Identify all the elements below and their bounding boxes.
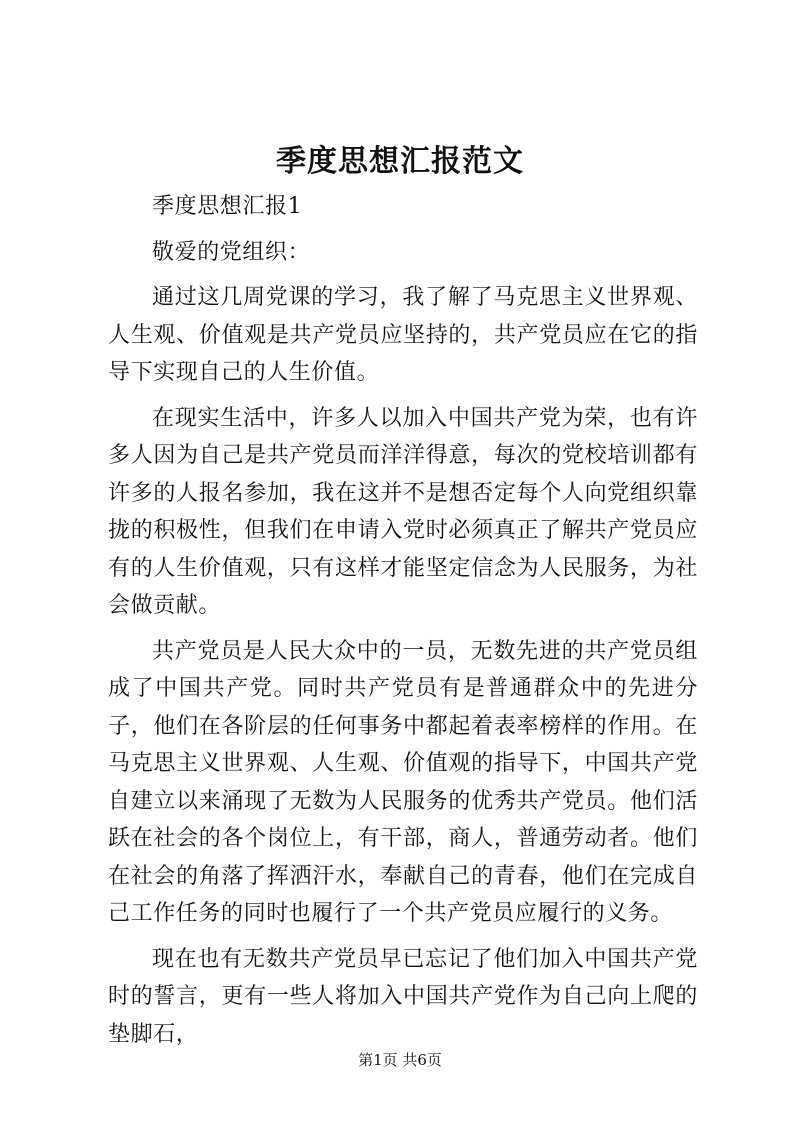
body-paragraph: 在现实生活中，许多人以加入中国共产党为荣，也有许多人因为自己是共产党员而洋洋得意，每次的党校培训都有许多的人报名参加，我在这并不是想否定每个人向党组织靠拢的积极性，但我们在申请入党时必须真正了解共产党员应有的人生价值观，只有这样才能坚定信念为人民服务，为社会做贡献。 [108, 405, 698, 618]
body-paragraph: 通过这几周党课的学习，我了解了马克思主义世界观、人生观、价值观是共产党员应坚持的，共产党员应在它的指导下实现自己的人生价值。 [108, 285, 698, 385]
document-body [108, 188, 698, 1061]
document-title: 季度思想汇报范文 [276, 144, 524, 179]
page-footer: 第1页 共6页 [358, 1051, 442, 1069]
body-paragraph: 共产党员是人民大众中的一员，无数先进的共产党员组成了中国共产党。同时共产党员有是普通群众中的先进分子，他们在各阶层的任何事务中都起着表率榜样的作用。在马克思主义世界观、人生观、价值观的指导下，中国共产党自建立以来涌现了无数为人民服务的优秀共产党员。他们活跃在社会的各个岗位上，有干部，商人，普通劳动者。他们在社会的角落了挥洒汗水，奉献自己的青春，他们在完成自己工作任务的同时也履行了一个共产党员应履行的义务。 [108, 638, 698, 926]
salutation: 敬爱的党组织： [152, 239, 311, 265]
body-paragraph: 现在也有无数共产党员早已忘记了他们加入中国共产党时的誓言，更有一些人将加入中国共产党作为自己向上爬的垫脚石， [108, 946, 698, 1047]
section-heading: 季度思想汇报1 [152, 194, 303, 219]
